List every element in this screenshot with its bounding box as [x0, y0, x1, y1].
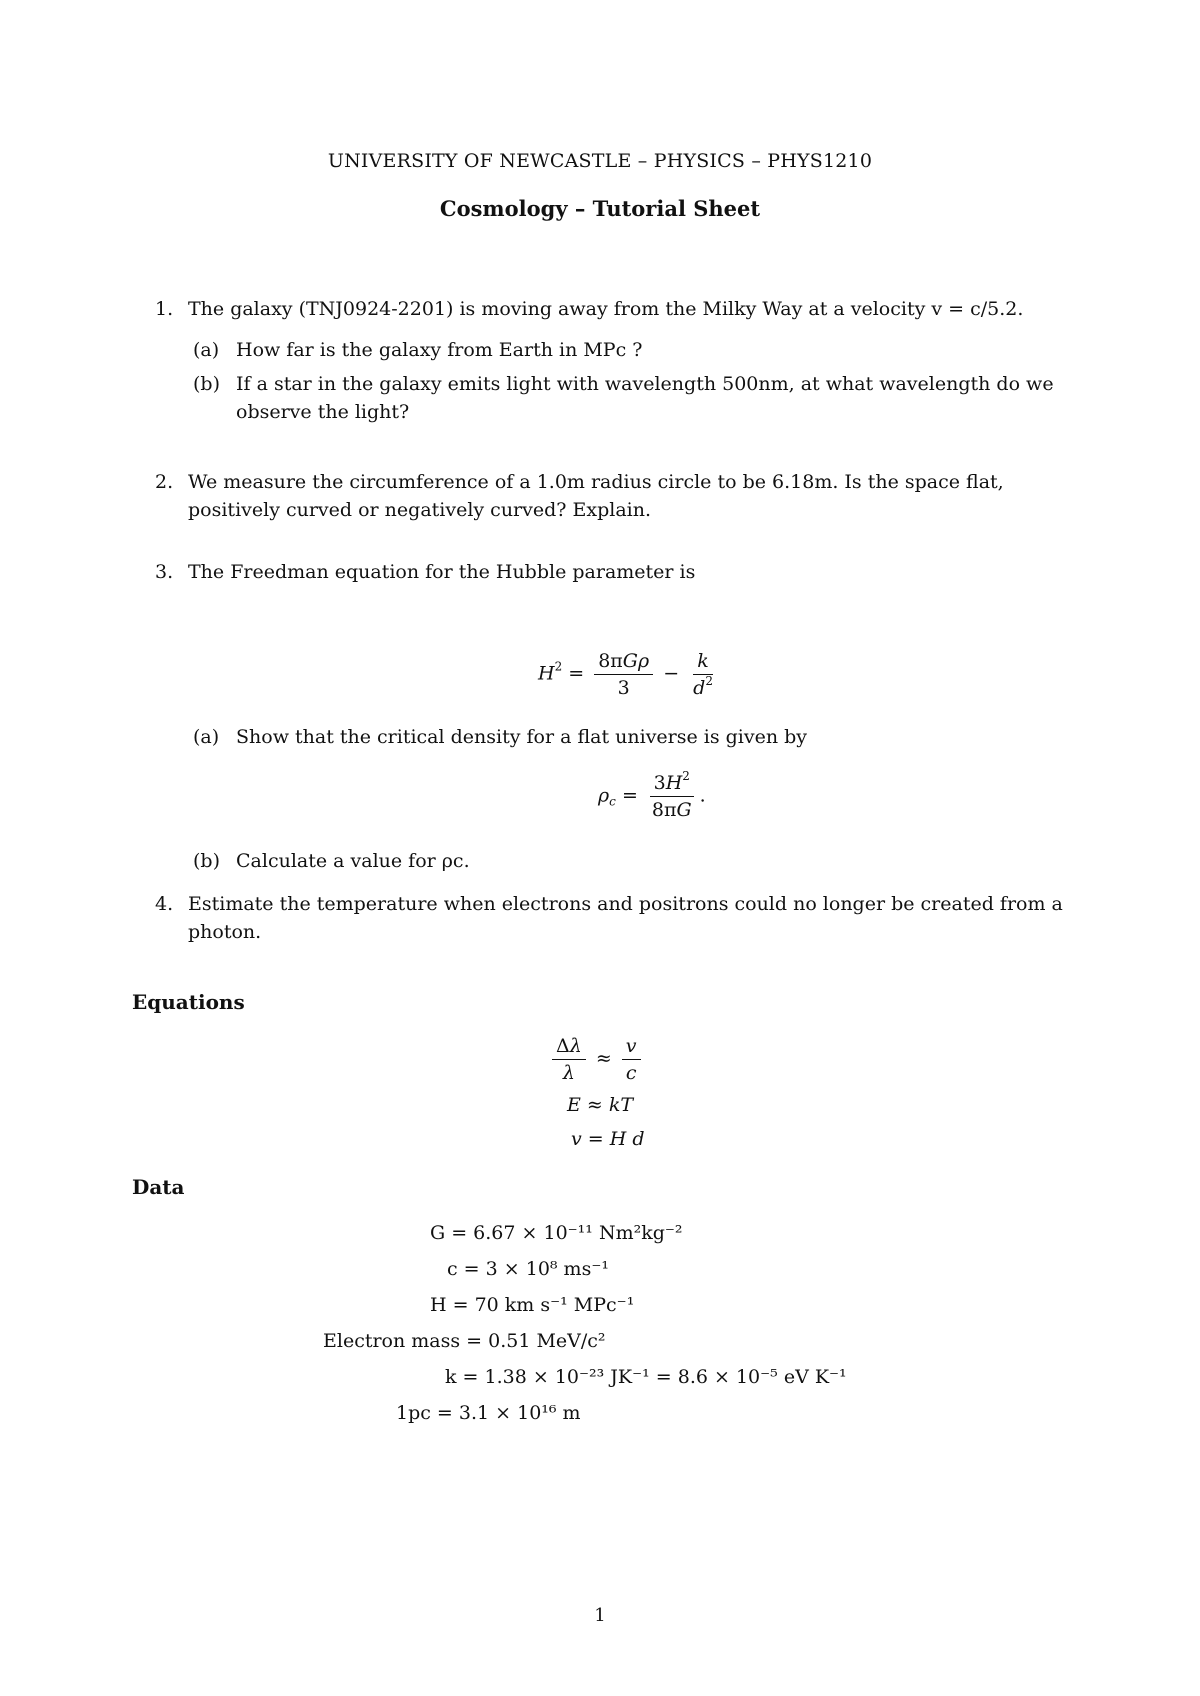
course-header: UNIVERSITY OF NEWCASTLE – PHYSICS – PHYS1210	[327, 150, 873, 172]
question-3-number: 3.	[155, 561, 174, 583]
data-electron-mass: Electron mass = 0.51 MeV/c²	[323, 1330, 606, 1352]
question-3b-text: Calculate a value for ρc.	[236, 850, 470, 872]
question-3-text: The Freedman equation for the Hubble parameter is	[188, 561, 696, 583]
question-4-number: 4.	[155, 893, 174, 915]
data-boltzmann-constant: k = 1.38 × 10⁻²³ JK⁻¹ = 8.6 × 10⁻⁵ eV K⁻¹	[445, 1366, 847, 1388]
data-heading: Data	[132, 1175, 185, 1199]
freedman-equation: $H^2$ = $\frac{\text{8πGρ}}{3}$ − $\frac{k}{d^2}$	[538, 650, 713, 699]
data-speed-of-light: c = 3 × 10⁸ ms⁻¹	[447, 1258, 609, 1280]
question-1a-text: How far is the galaxy from Earth in MPc ?	[236, 339, 643, 361]
data-gravitational-constant: G = 6.67 × 10⁻¹¹ Nm²kg⁻²	[430, 1222, 683, 1244]
page-number: 1	[594, 1605, 606, 1626]
page-title: Cosmology – Tutorial Sheet	[439, 196, 761, 221]
question-1-number: 1.	[155, 298, 174, 320]
question-3b-label: (b)	[193, 850, 220, 872]
question-1b-label: (b)	[193, 373, 220, 395]
question-1-text: The galaxy (TNJ0924-2201) is moving away from the Milky Way at a velocity v = c/5.2.	[188, 298, 1024, 320]
question-3a-label: (a)	[193, 726, 220, 748]
hubble-law-equation: v = H d	[571, 1128, 645, 1150]
critical-density-equation: $\rho_c$ = $\frac{3H^2}{8\pi G}$ .	[598, 769, 706, 821]
question-1b-text: If a star in the galaxy emits light with wavelength 500nm, at what wavelength do we observe the light?	[236, 373, 1054, 423]
thermal-energy-equation: E ≈ kT	[567, 1094, 634, 1116]
question-1a-label: (a)	[193, 339, 220, 361]
equations-heading: Equations	[132, 990, 245, 1014]
doppler-equation: $\frac{\Delta\lambda}{\lambda}$ ≈ $\frac{v}{c}$	[548, 1035, 645, 1084]
data-parsec: 1pc = 3.1 × 10¹⁶ m	[396, 1402, 581, 1424]
data-hubble-constant: H = 70 km s⁻¹ MPc⁻¹	[430, 1294, 635, 1316]
question-2-text: We measure the circumference of a 1.0m radius circle to be 6.18m. Is the space flat, positively curved or negatively curved? Explain.	[188, 471, 1004, 521]
question-4-text: Estimate the temperature when electrons and positrons could no longer be created from a photon.	[188, 893, 1063, 943]
question-2-number: 2.	[155, 471, 174, 493]
question-3a-text: Show that the critical density for a flat universe is given by	[236, 726, 808, 748]
